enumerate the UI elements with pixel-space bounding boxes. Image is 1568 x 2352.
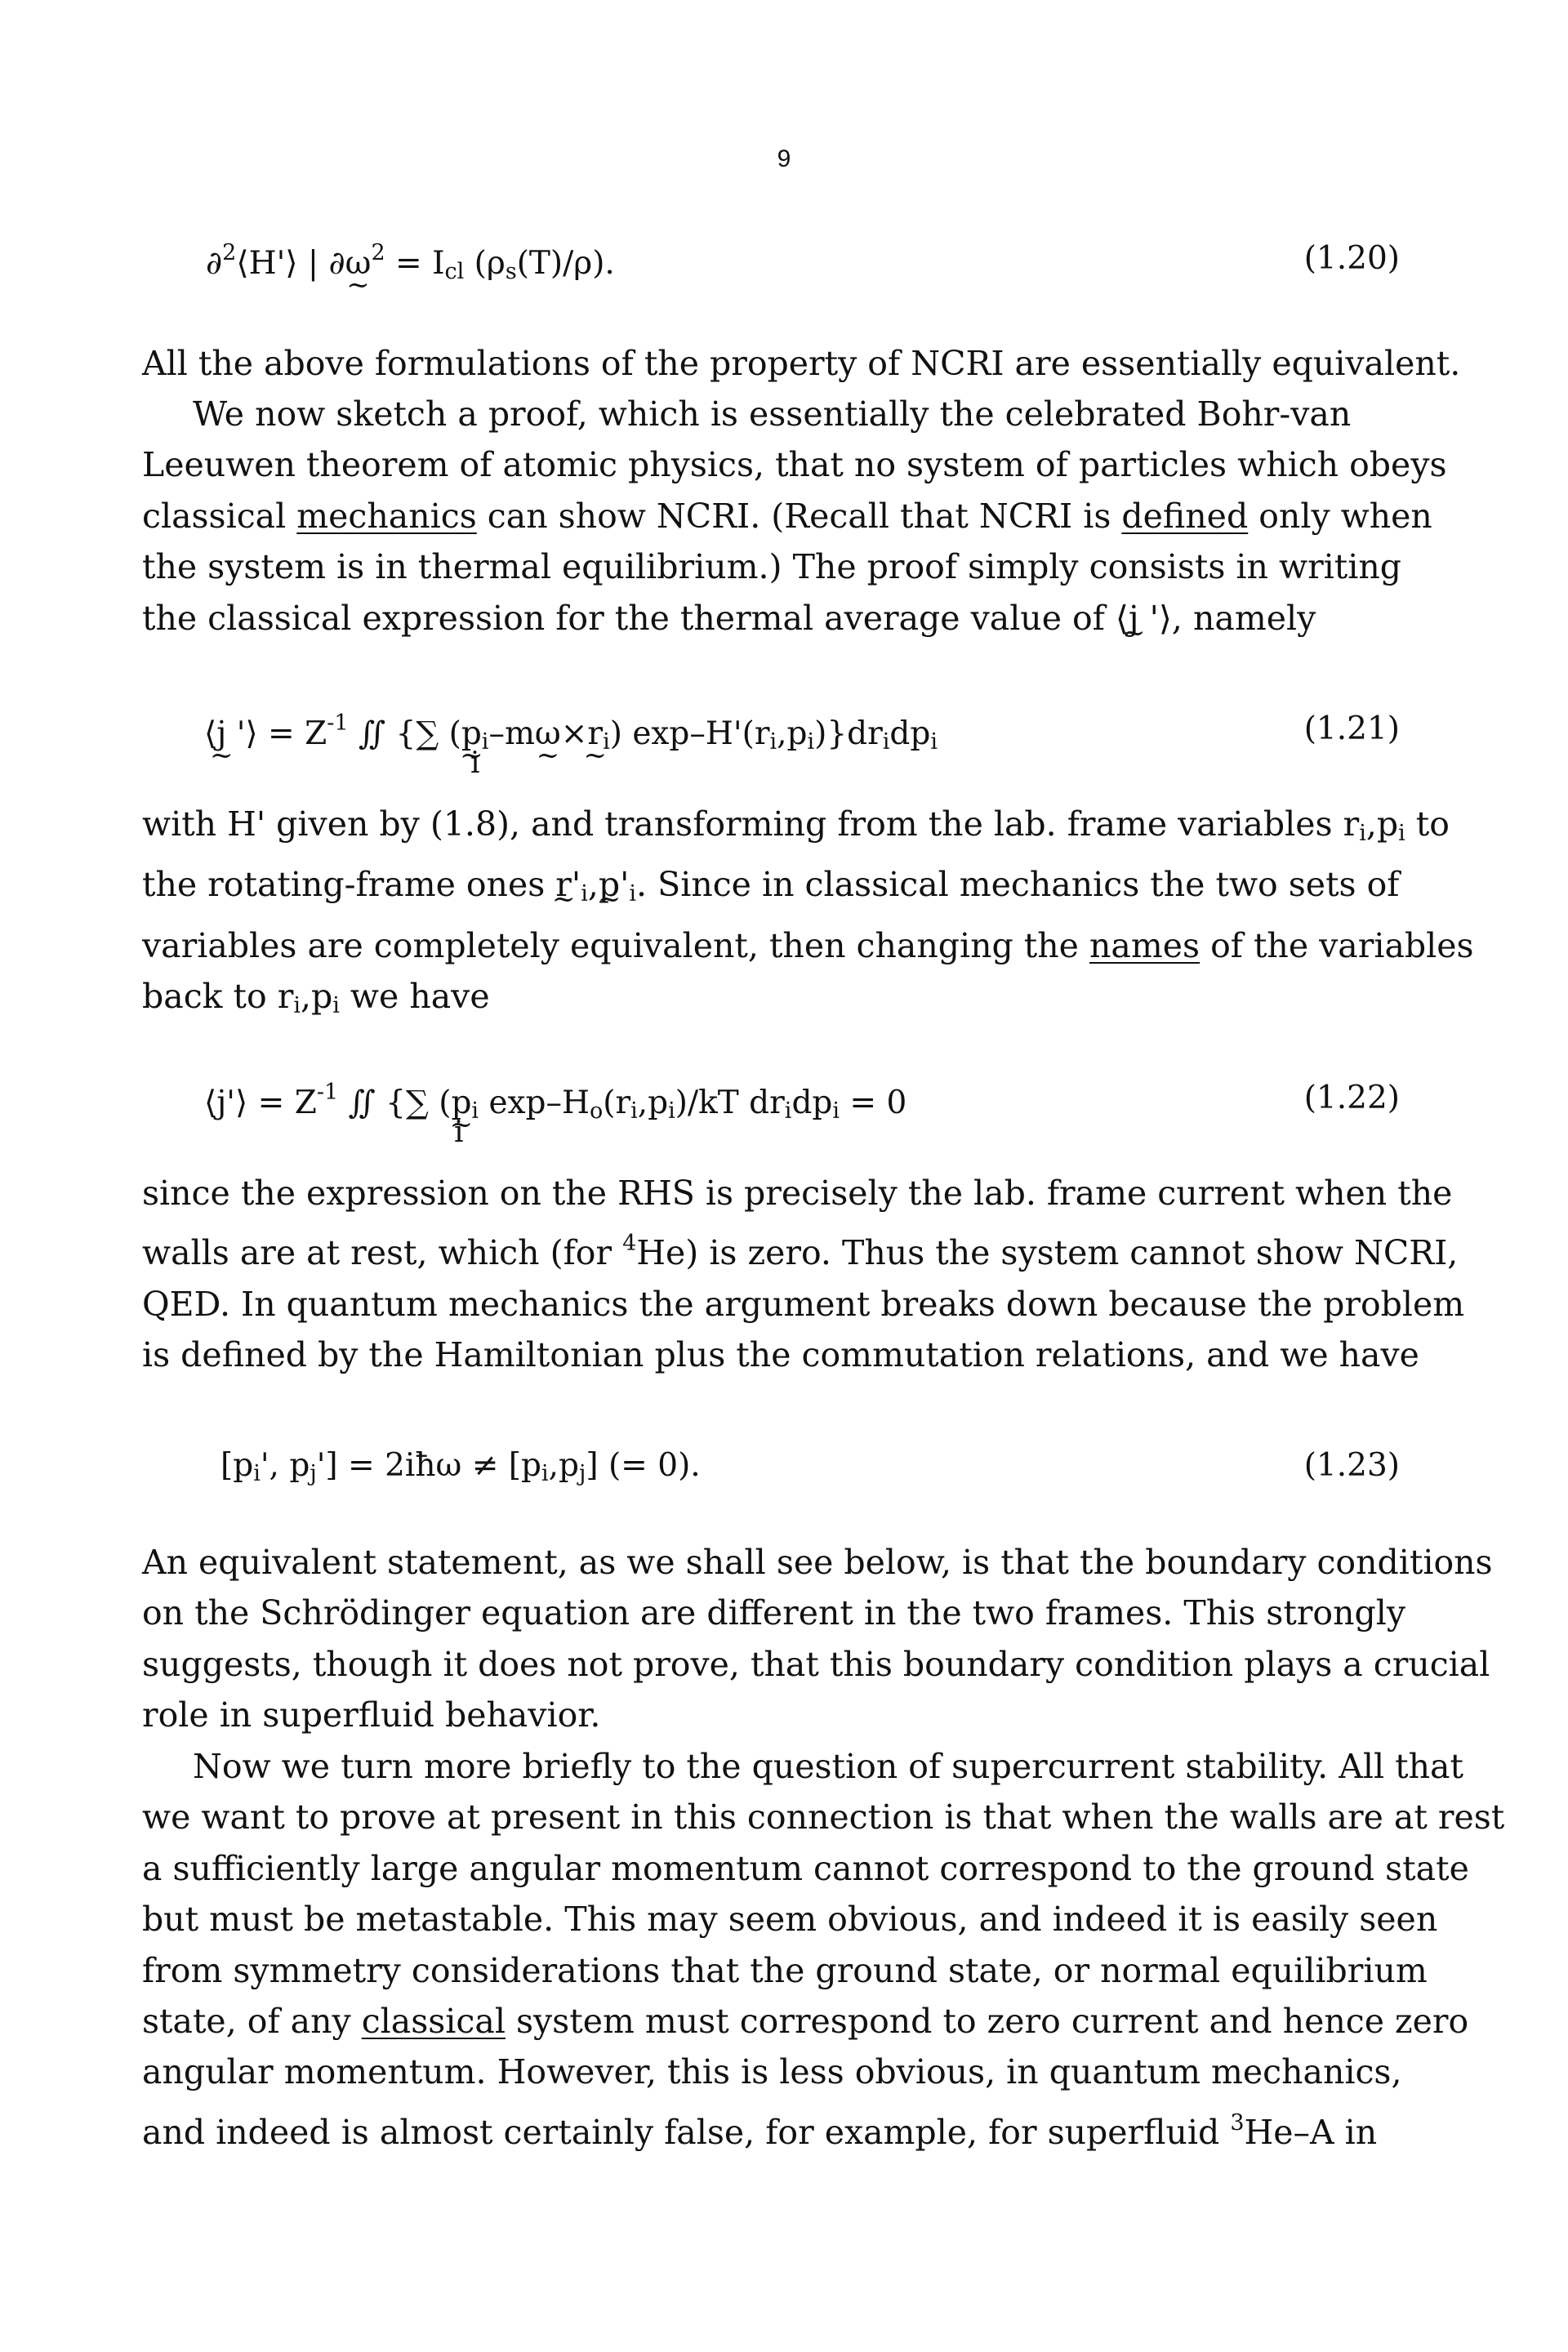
equation-1-20-expression: ∂$^2$⟨H'⟩ | ∂ω ~$^2$ = $I_{cl}$ $(\rho_s(T)/\rho)$.: [206, 240, 615, 284]
underlined-word-defined: defined: [1121, 496, 1249, 536]
text-line: with H' given by (1.8), and transforming from the lab. frame variables $r_i,p_i$ to: [142, 804, 1450, 846]
paragraph-5: [142, 1537, 1493, 1741]
text-line: state, of any classical system must correspond to zero current and hence zero: [142, 2002, 1469, 2042]
equation-number: (1.20): [1303, 240, 1400, 277]
text-line: a sufficiently large angular momentum cannot correspond to the ground state: [142, 1848, 1469, 1888]
text-line: angular momentum. However, this is less obvious, in quantum mechanics,: [142, 2052, 1402, 2092]
text-line: the rotating-frame ones r $\sim'_i,p$ $\sim'_i$. Since in classical mechanics the two sets of: [142, 859, 1449, 920]
paragraph-2: [142, 389, 1449, 644]
paragraph-4: [142, 1168, 1465, 1381]
paragraph-6: [142, 1741, 1505, 2158]
text-line: classical mechanics can show NCRI. (Recall that NCRI is defined only when: [142, 496, 1432, 536]
text-line: since the expression on the RHS is precisely the lab. frame current when the: [142, 1174, 1453, 1213]
text-line: role in superfluid behavior.: [142, 1695, 601, 1735]
equation-1-21: [0, 706, 1568, 780]
equation-number: (1.23): [1303, 1447, 1400, 1484]
text-line: walls are at rest, which (for $^4$He) is zero. Thus the system cannot show NCRI,: [142, 1231, 1459, 1273]
summation-index: i: [470, 746, 480, 780]
text-line: All the above formulations of the property of NCRI are essentially equivalent.: [142, 344, 1461, 383]
text-line: Leeuwen theorem of atomic physics, that no system of particles which obeys: [142, 445, 1447, 485]
text-line: Now we turn more briefly to the question of supercurrent stability. All that: [193, 1747, 1463, 1786]
equation-1-23-expression: [$p_i'$, $p_j'$] = 2iħω ≠ $[p_i,p_j]$ (= 0).: [220, 1447, 701, 1486]
summation-index: i: [454, 1116, 464, 1149]
equation-1-22: [0, 1075, 1568, 1149]
text-line: but must be metastable. This may seem obvious, and indeed it is easily seen: [142, 1900, 1438, 1940]
text-line: An equivalent statement, as we shall see below, is that the boundary conditions: [142, 1543, 1493, 1582]
equation-number: (1.21): [1303, 710, 1400, 747]
text-line: on the Schrödinger equation are different in the two frames. This strongly: [142, 1593, 1406, 1633]
underlined-word-names: names: [1089, 925, 1200, 965]
text-line: We now sketch a proof, which is essentially the celebrated Bohr-van: [193, 394, 1352, 434]
text-line: from symmetry considerations that the ground state, or normal equilibrium: [142, 1950, 1428, 1990]
text-line: the system is in thermal equilibrium.) The proof simply consists in writing: [142, 547, 1402, 587]
text-line: suggests, though it does not prove, that this boundary condition plays a crucial: [142, 1644, 1490, 1684]
paragraph-3: [142, 799, 1474, 1032]
text-line: variables are completely equivalent, then changing the names of the variables: [142, 925, 1474, 965]
underlined-word-classical: classical: [361, 2002, 506, 2042]
equation-1-23: [0, 1442, 1568, 1494]
equation-1-21-expression: ⟨j ~ '⟩ = $Z^{-1}$ ∬ {∑ (p $\sim_i-m\omega$ ~×r $\sim_i$) $\exp-H'(r_i,p_i)\}dr_idp_i$: [204, 710, 938, 755]
underlined-word-mechanics: mechanics: [296, 496, 477, 536]
text-line: is defined by the Hamiltonian plus the commutation relations, and we have: [142, 1335, 1419, 1375]
equation-1-20: [0, 235, 1568, 287]
equation-1-22-expression: ⟨j'⟩ = $Z^{-1}$ ∬ {∑ (p $\sim_i$ $\exp-H_o(r_i,p_i)/kT$ $dr_idp_i = 0$: [204, 1080, 906, 1124]
text-line: we want to prove at present in this connection is that when the walls are at rest: [142, 1797, 1505, 1838]
text-line: QED. In quantum mechanics the argument breaks down because the problem: [142, 1284, 1465, 1324]
page-number: 9: [777, 145, 791, 172]
paragraph-1: [142, 338, 1461, 389]
text-line: back to $r_i,p_i$ we have: [142, 977, 490, 1019]
text-line: and indeed is almost certainly false, for example, for superfluid $^3$He–A in: [142, 2109, 1378, 2152]
text-line: the classical expression for the thermal average value of ⟨j ~ '⟩, namely: [142, 593, 1449, 644]
equation-number: (1.22): [1303, 1080, 1400, 1116]
